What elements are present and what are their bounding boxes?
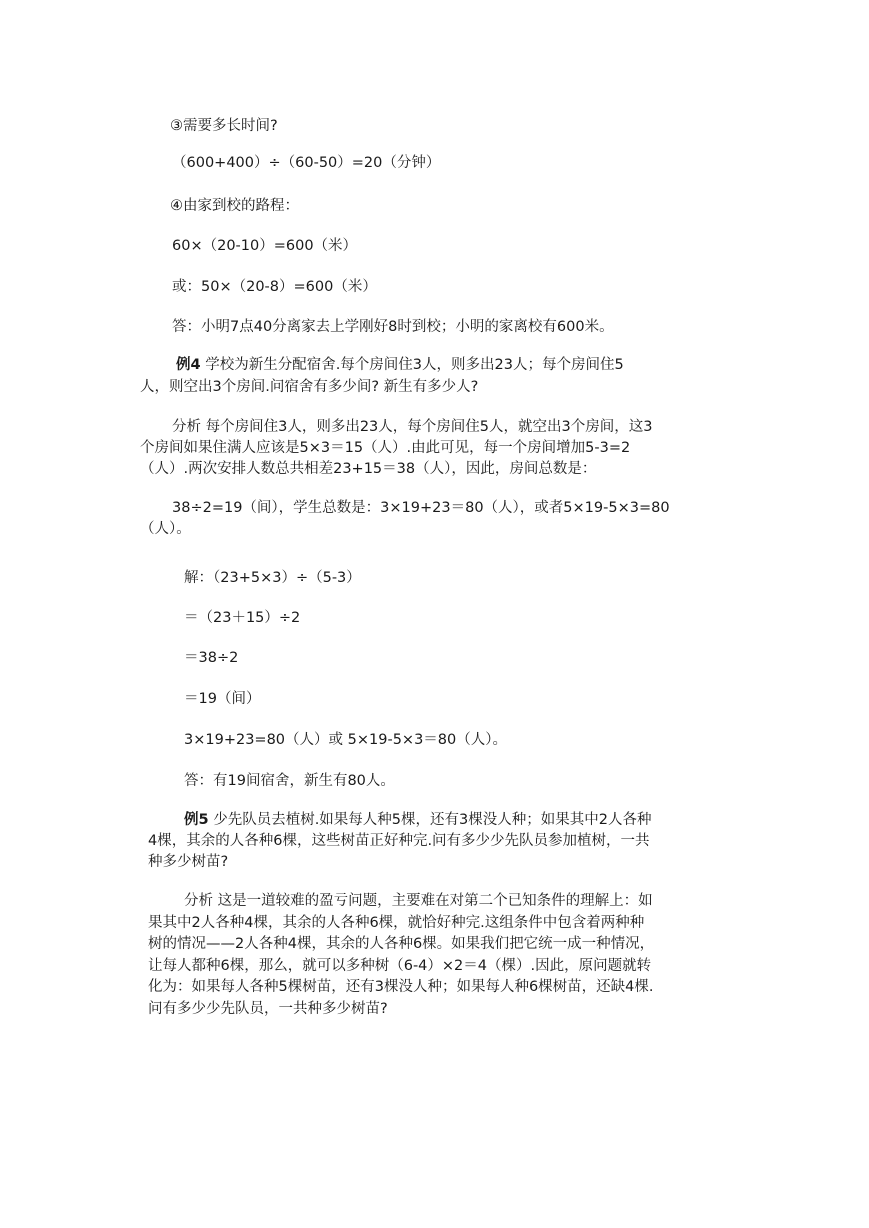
example5-analysis-line-4: 让每人都种6棵，那么，就可以多种树（6-4）×2＝4（棵）.因此，原问题就转 [148,958,652,974]
example4-analysis-line-4: 38÷2=19（间），学生总数是：3×19+23＝80（人），或者5×19-5×3=80 [172,500,670,516]
example5-label: 例5 [184,812,209,828]
example4-problem-text-1: 学校为新生分配宿舍.每个房间住3人，则多出23人；每个房间住5 [200,357,624,373]
example4-solution-line-1: 解：（23+5×3）÷（5-3） [184,570,361,586]
example4-analysis-line-1: 分析 每个房间住3人，则多出23人，每个房间住5人，就空出3个房间，这3 [172,419,653,435]
q4-title: ④由家到校的路程： [170,198,299,214]
q3-title: ③需要多长时间? [170,118,278,134]
example4-solution-line-3: ＝38÷2 [184,650,239,666]
example5-analysis-line-1: 分析 这是一道较难的盈亏问题，主要难在对第二个已知条件的理解上：如 [184,893,653,909]
example4-problem-line-2: 人，则空出3个房间.问宿舍有多少间? 新生有多少人? [140,379,479,395]
q4-calc-2: 或：50×（20-8）=600（米） [172,279,377,295]
example4-problem-line-1 [176,355,624,375]
example4-analysis-line-2: 个房间如果住满人应该是5×3＝15（人）.由此可见，每一个房间增加5-3=2 [140,440,631,456]
example4-solution-line-2: ＝（23＋15）÷2 [184,610,301,626]
q3-calc: （600+400）÷（60-50）=20（分钟） [172,155,441,171]
example4-answer: 答：有19间宿舍，新生有80人。 [184,773,395,789]
example5-problem-line-2: 4棵，其余的人各种6棵，这些树苗正好种完.问有多少少先队员参加植树，一共 [148,833,650,849]
example5-analysis-line-5: 化为：如果每人各种5棵树苗，还有3棵没人种；如果每人种6棵树苗，还缺4棵. [148,979,654,995]
q4-calc-1: 60×（20-10）=600（米） [172,238,358,254]
example5-analysis-line-3: 树的情况——2人各种4棵，其余的人各种6棵。如果我们把它统一成一种情况， [148,936,655,952]
example4-label: 例4 [176,357,201,373]
example4-solution-line-5: 3×19+23=80（人）或 5×19-5×3＝80（人）。 [184,732,507,748]
example5-analysis-line-2: 果其中2人各种4棵，其余的人各种6棵，就恰好种完.这组条件中包含着两种种 [148,915,645,931]
q4-answer: 答：小明7点40分离家去上学刚好8时到校；小明的家离校有600米。 [172,319,614,335]
example4-analysis-line-5: （人）。 [140,521,191,537]
example4-analysis-line-3: （人）.两次安排人数总共相差23+15＝38（人），因此，房间总数是： [140,461,597,477]
example4-solution-line-4: ＝19（间） [184,691,261,707]
example5-problem-text-1: 少先队员去植树.如果每人种5棵，还有3棵没人种；如果其中2人各种 [208,812,652,828]
example5-problem-line-3: 种多少树苗? [148,854,229,870]
example5-problem-line-1 [184,810,652,830]
example5-analysis-line-6: 问有多少少先队员，一共种多少树苗? [148,1001,388,1017]
